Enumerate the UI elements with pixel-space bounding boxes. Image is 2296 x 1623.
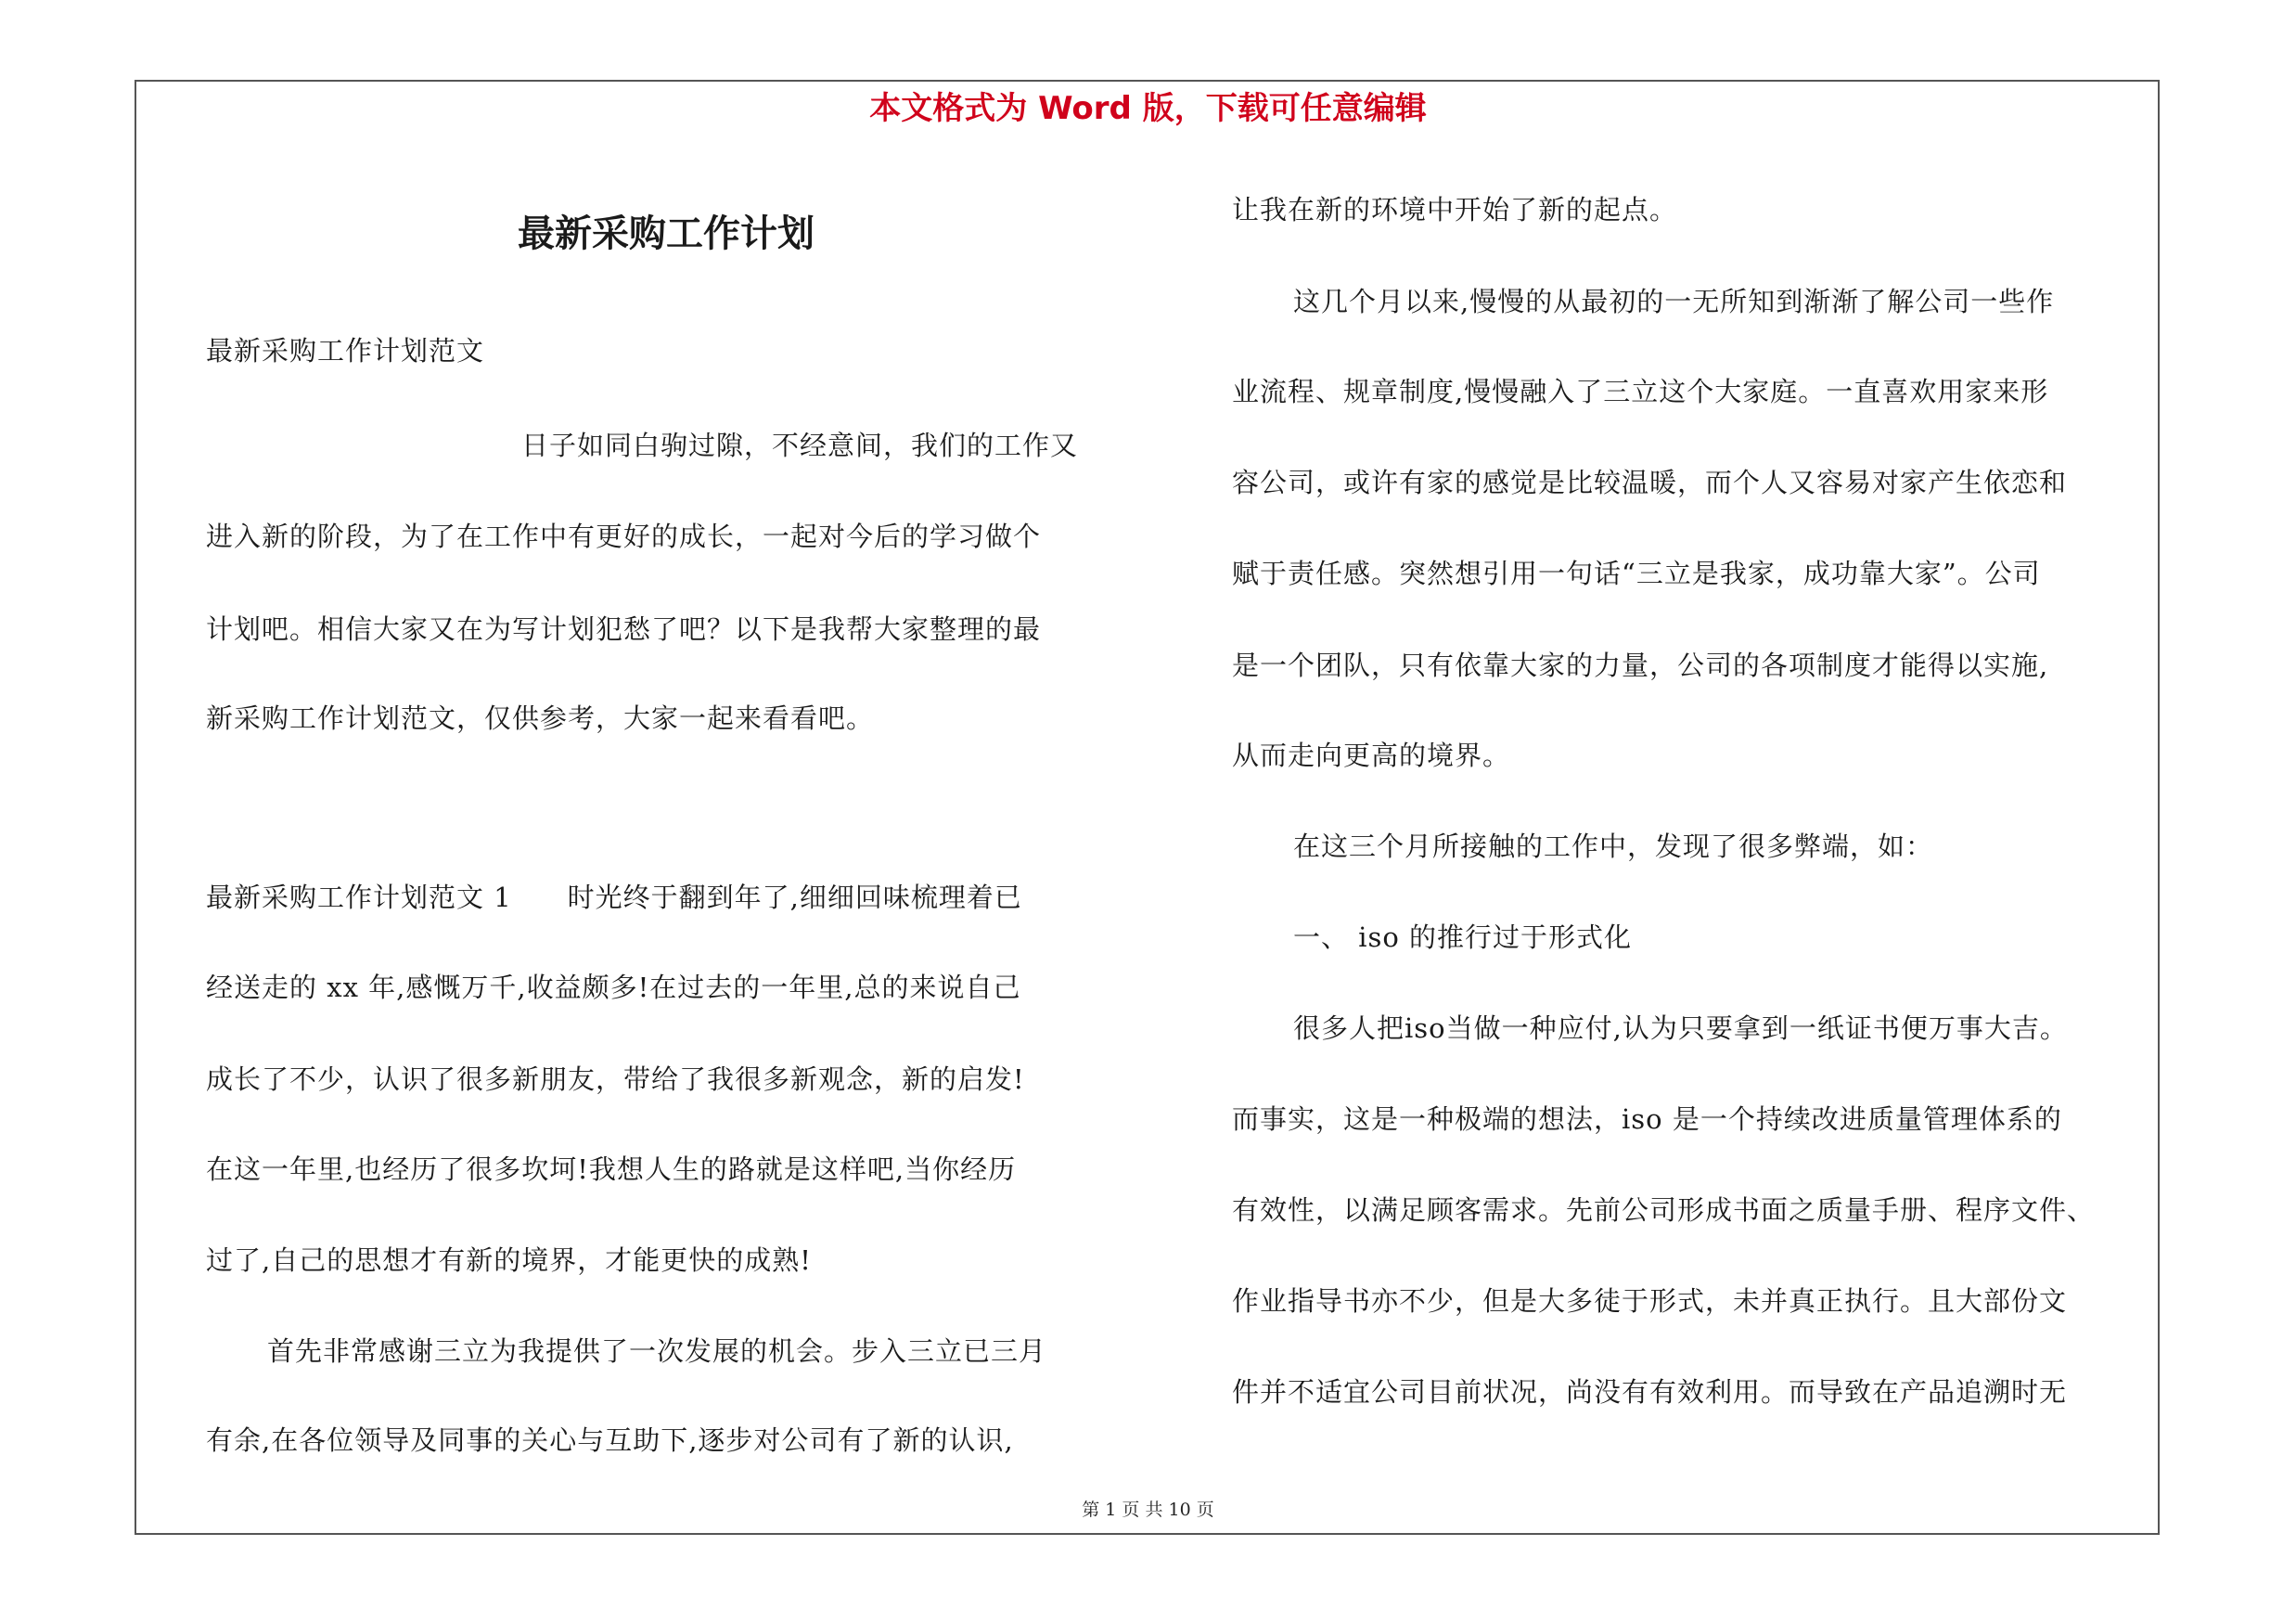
section-heading: 一、 iso 的推行过于形式化	[1293, 921, 1633, 953]
paragraph-line: 日子如同白驹过隙，不经意间，我们的工作又	[521, 430, 1079, 461]
paragraph-line: 这几个月以来,慢慢的从最初的一无所知到渐渐了解公司一些作	[1293, 286, 2055, 317]
page-number-footer: 第 1 页 共 10 页	[1082, 1500, 1214, 1520]
word-format-banner: 本文格式为 Word 版，下载可任意编辑	[869, 90, 1427, 127]
paragraph-line: 首先非常感谢三立为我提供了一次发展的机会。步入三立已三月	[267, 1335, 1047, 1367]
paragraph-line: 成长了不少，认识了很多新朋友，带给了我很多新观念，新的启发!	[206, 1063, 1025, 1095]
paragraph-line: 在这一年里,也经历了很多坎坷!我想人生的路就是这样吧,当你经历	[206, 1153, 1017, 1185]
paragraph-line: 有效性，以满足顾客需求。先前公司形成书面之质量手册、程序文件、	[1232, 1194, 2096, 1226]
document-title: 最新采购工作计划	[518, 213, 815, 255]
paragraph-line: 经送走的 xx 年,感慨万千,收益颇多!在过去的一年里,总的来说自己	[206, 972, 1021, 1003]
paragraph-line: 有余,在各位领导及同事的关心与互助下,逐步对公司有了新的认识,	[206, 1424, 1014, 1456]
paragraph-line: 计划吧。相信大家又在为写计划犯愁了吧？以下是我帮大家整理的最	[206, 613, 1042, 645]
paragraph-line: 赋于责任感。突然想引用一句话“三立是我家，成功靠大家”。公司	[1232, 558, 2041, 589]
right-text-column	[1232, 0, 2155, 1623]
paragraph-line: 最新采购工作计划范文 1 时光终于翻到年了,细细回味梳理着已	[206, 882, 1022, 913]
paragraph-line: 在这三个月所接触的工作中，发现了很多弊端，如：	[1293, 831, 1934, 862]
paragraph-line: 件并不适宜公司目前状况，尚没有有效利用。而导致在产品追溯时无	[1232, 1376, 2068, 1408]
paragraph-line: 容公司，或许有家的感觉是比较温暖，而个人又容易对家产生依恋和	[1232, 467, 2068, 498]
paragraph-line: 业流程、规章制度,慢慢融入了三立这个大家庭。一直喜欢用家来形	[1232, 376, 2049, 407]
paragraph-line: 进入新的阶段，为了在工作中有更好的成长，一起对今后的学习做个	[206, 521, 1042, 552]
paragraph-line: 过了,自己的思想才有新的境界，才能更快的成熟!	[206, 1244, 812, 1276]
paragraph-line: 最新采购工作计划范文	[206, 335, 485, 367]
paragraph-line: 而事实，这是一种极端的想法，iso 是一个持续改进质量管理体系的	[1232, 1103, 2062, 1135]
paragraph-line: 从而走向更高的境界。	[1232, 740, 1511, 771]
paragraph-line: 是一个团队，只有依靠大家的力量，公司的各项制度才能得以实施,	[1232, 650, 2049, 681]
paragraph-line: 新采购工作计划范文，仅供参考，大家一起来看看吧。	[206, 702, 875, 734]
left-text-column	[206, 0, 1129, 1623]
paragraph-line: 作业指导书亦不少，但是大多徒于形式，未并真正执行。且大部份文	[1232, 1285, 2068, 1317]
paragraph-line: 很多人把iso当做一种应付,认为只要拿到一纸证书便万事大吉。	[1293, 1012, 2068, 1044]
paragraph-line: 让我在新的环境中开始了新的起点。	[1232, 194, 1678, 225]
